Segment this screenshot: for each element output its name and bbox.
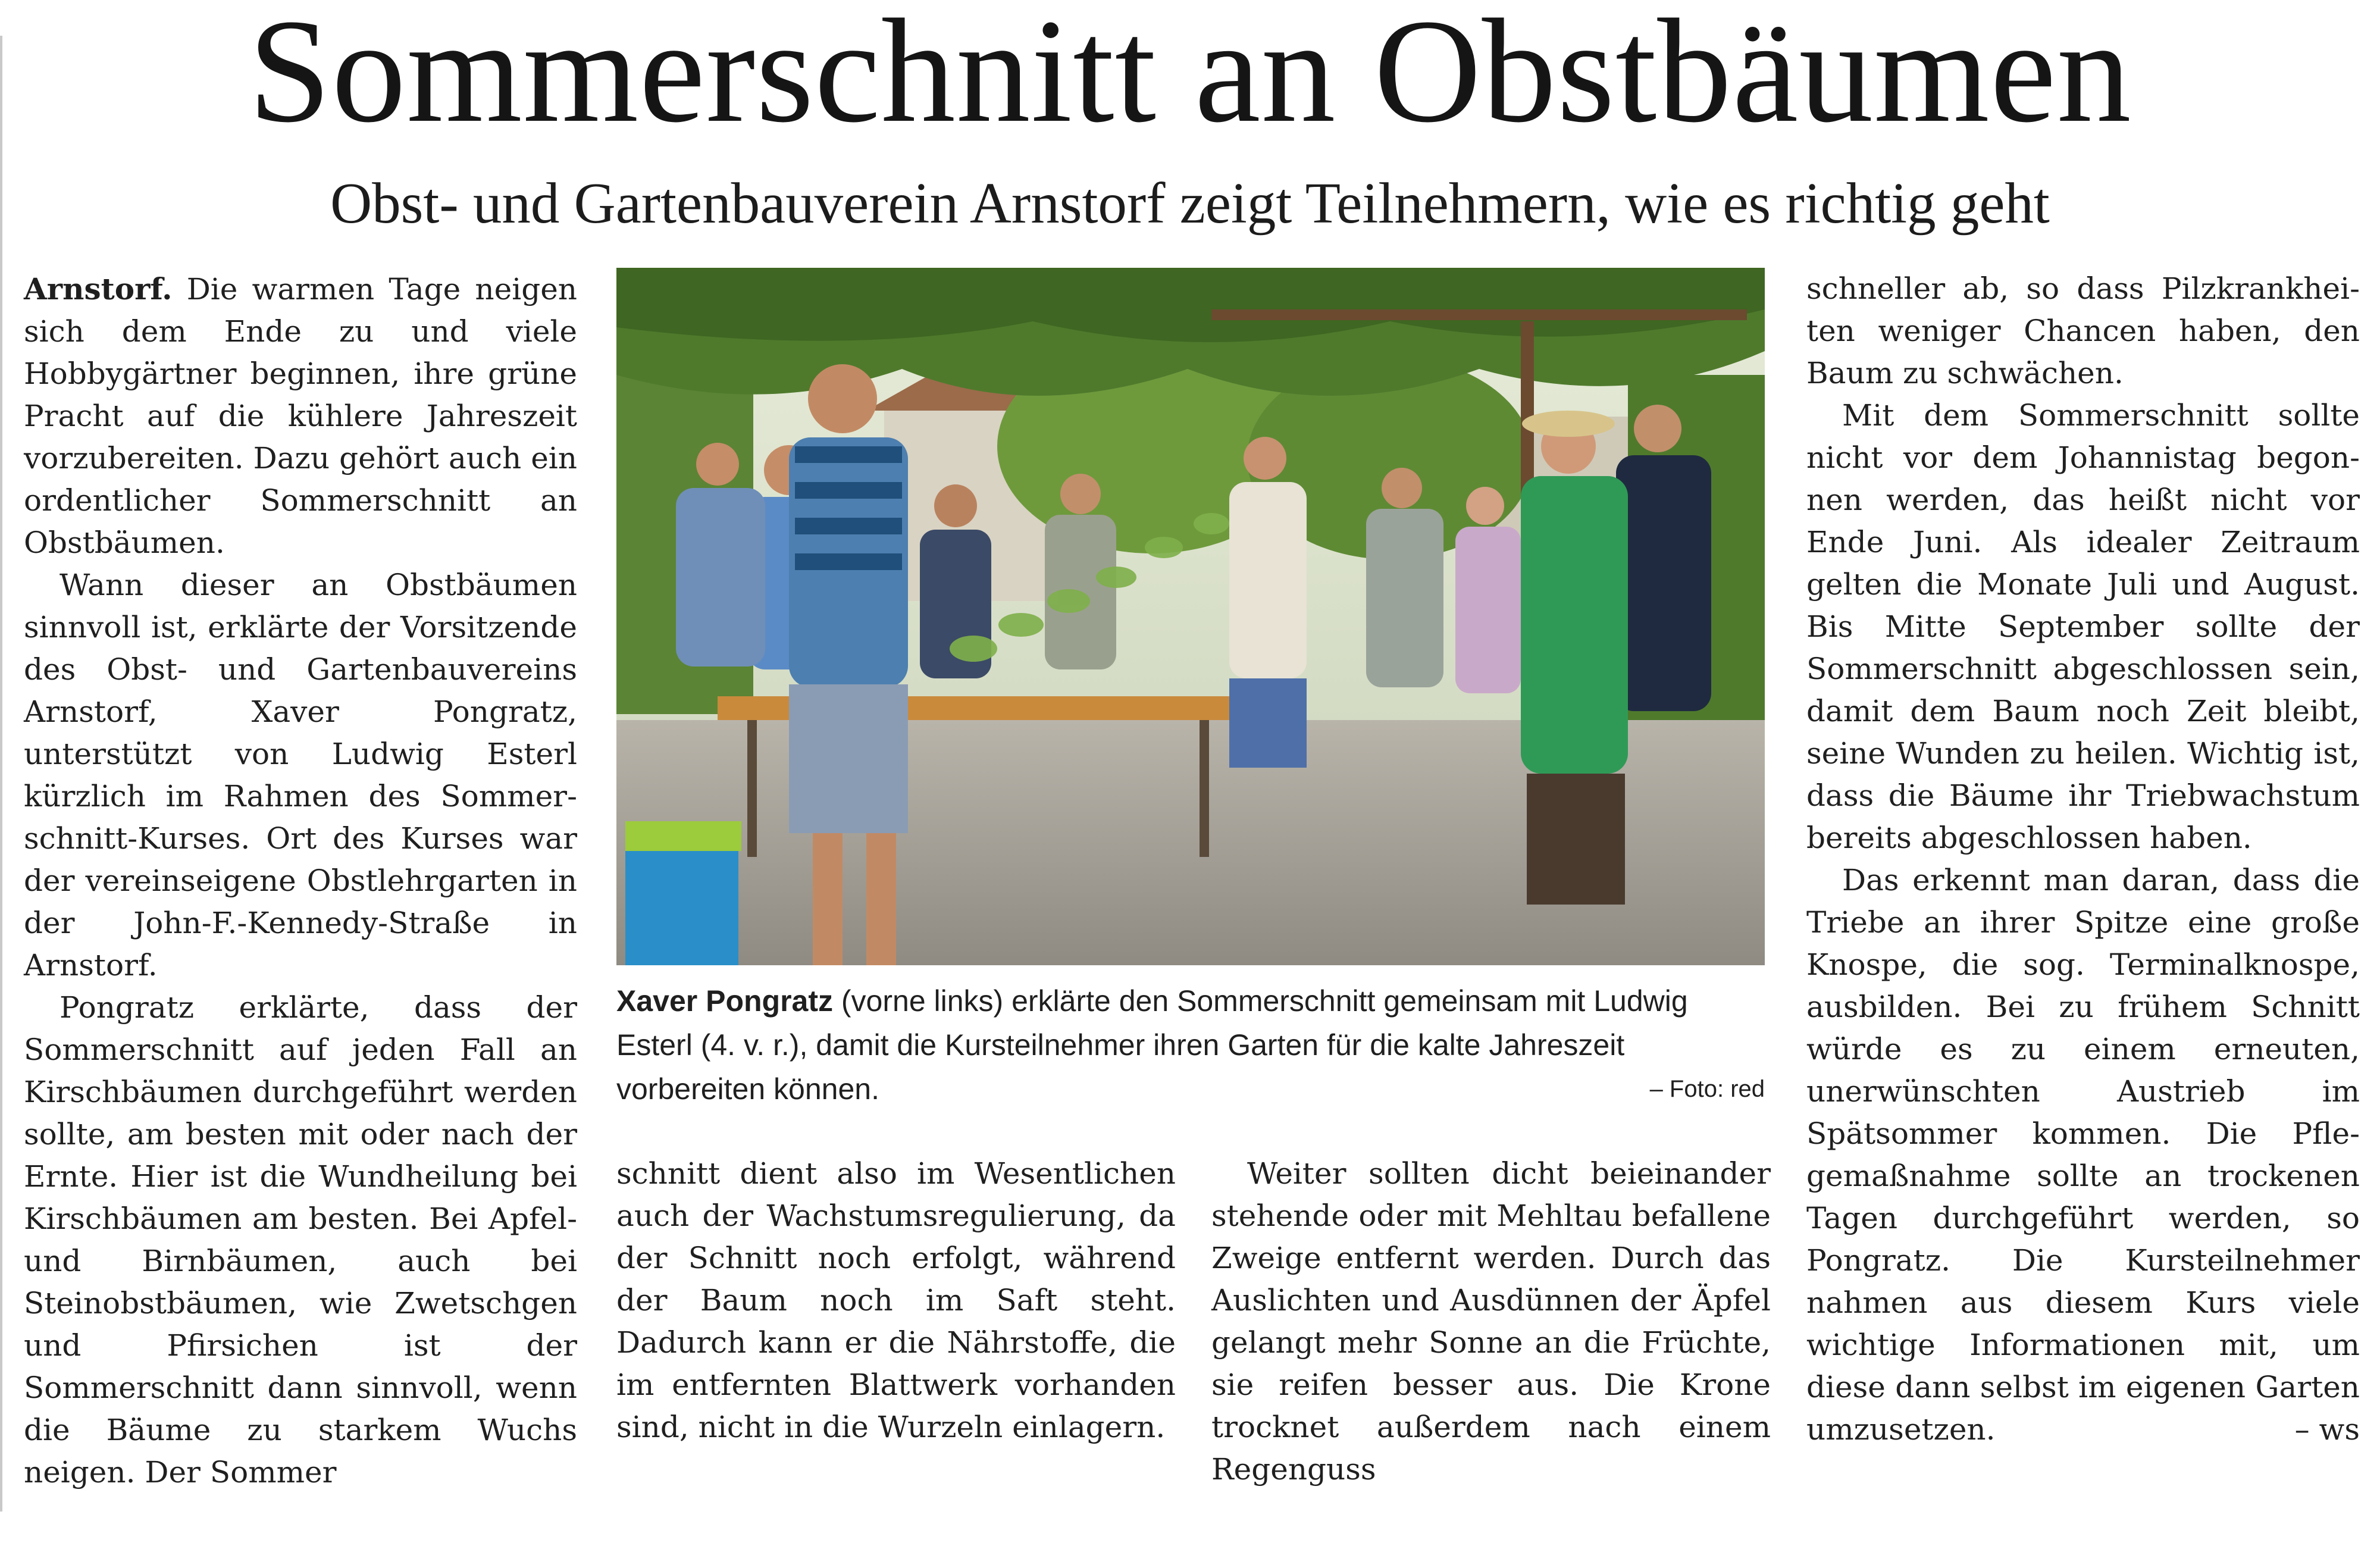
page-edge-rule: [0, 36, 2, 1512]
article-paragraph-4: schnitt dient also im Wesentlichen auch der Wachstumsregulierung, da der Schnitt noch erfolgt, während der Baum noch im Saft steht. Dadurch kann er die Nährstoffe, die im entfernten Blattwerk vorhanden sind, nicht in die Wurzeln einlagern.: [616, 1156, 1176, 1444]
article-paragraph-6: schneller ab, so dass Pilzkrankheiten weniger Chancen haben, den Baum zu schwächen.: [1806, 271, 2360, 390]
headline: Sommerschnitt an Obstbäumen: [248, 0, 2132, 154]
article-photo: [616, 268, 1765, 965]
article-paragraph-7: Mit dem Sommerschnitt sollte nicht vor dem Johannistag begonnen werden, das heißt nicht vor Ende Juni. Als idealer Zeitraum gelten die Monate Juli und August. Bis Mitte September sollte der Sommerschnitt abgeschlossen sein, damit dem Baum noch Zeit bleibt, seine Wunden zu heilen. Wichtig ist, dass die Bäume ihr Triebwachstum bereits abgeschlossen haben.: [1806, 398, 2360, 855]
caption-text: (vorne links) erklärte den Sommerschnitt gemeinsam mit Ludwig Esterl (4. v. r.), damit die Kursteilnehmer ihren Garten für die kalte Jahreszeit vorbereiten können.: [616, 984, 1688, 1106]
article-column-2: [616, 1153, 1176, 1448]
article-paragraph-5: Weiter sollten dicht beieinander stehende oder mit Mehltau befallene Zweige entfernt werden. Durch das Auslichten und Ausdünnen der Äpfel gelangt mehr Sonne an die Früchte, sie reifen besser aus. Die Krone trocknet außerdem nach einem Regenguss: [1211, 1156, 1771, 1487]
subheadline: Obst- und Gartenbauverein Arnstorf zeigt Teilnehmern, wie es richtig geht: [330, 171, 2050, 235]
article-paragraph-1: [24, 268, 577, 564]
article-column-3: [1211, 1153, 1771, 1491]
article-paragraph-8: [1806, 859, 2360, 1451]
dateline: Arnstorf.: [24, 271, 173, 306]
article-column-1: [24, 268, 577, 1494]
photo-illustration: [616, 268, 1765, 965]
caption-name: Xaver Pongratz: [616, 984, 834, 1018]
article-paragraph-2: Wann dieser an Obstbäumen sinnvoll ist, erklärte der Vorsitzende des Obst- und Gartenbauvereins Arnstorf, Xaver Pongratz, unterstützt von Ludwig Esterl kürzlich im Rahmen des Sommerschnitt-Kurses. Ort des Kurses war der vereinseigene Obstlehrgarten in der John-F.-Kennedy-Straße in Arnstorf.: [24, 568, 577, 982]
article-column-4: [1806, 268, 2360, 1451]
paragraph-text: Die warmen Tage neigen sich dem Ende zu und viele Hobbygärtner beginnen, ihre grüne Pracht auf die kühlere Jahreszeit vorzubereiten. Dazu gehört auch ein ordentlicher Sommerschnitt an Obstbäumen.: [24, 272, 577, 560]
author-signature: – ws: [2294, 1412, 2360, 1447]
paragraph-text: Das erkennt man daran, dass die Triebe an ihrer Spitze eine große Knospe, die sog. Terminalknospe, ausbilden. Bei zu frühem Schnitt würde es zu einem erneuten, unerwünschten Austrieb im Spätsommer kommen. Die Pflegemaßnahme sollte an trockenen Tagen durchgeführt werden, so Pongratz. Die Kursteilnehmer nahmen aus diesem Kurs viele wichtige Informationen mit, um diese dann selbst im eigenen Garten umzusetzen.: [1806, 863, 2360, 1447]
photo-credit: – Foto: red: [1649, 1076, 1765, 1102]
article-paragraph-3: Pongratz erklärte, dass der Sommerschnitt auf jeden Fall an Kirschbäumen durchgeführt werden sollte, am besten mit oder nach der Ernte. Hier ist die Wundheilung bei Kirschbäumen am besten. Bei Apfel- und Birnbäumen, auch bei Steinobstbäumen, wie Zwetschgen und Pfirsichen ist der Sommerschnitt dann sinnvoll, wenn die Bäume zu starkem Wuchs neigen. Der Sommer: [24, 990, 577, 1490]
